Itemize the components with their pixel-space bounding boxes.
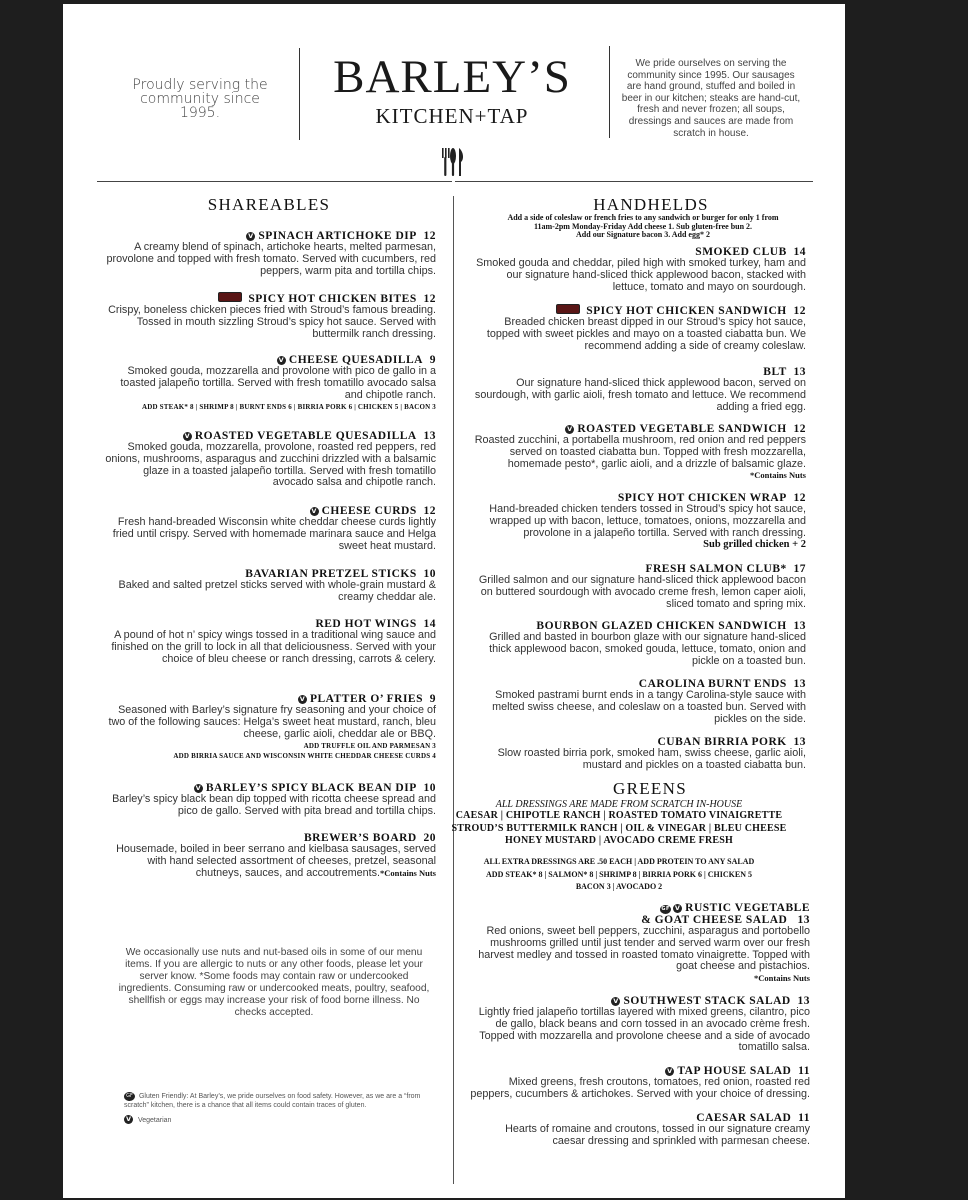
item-price: 13 bbox=[797, 914, 810, 926]
legend-gluten-friendly bbox=[124, 1092, 424, 1110]
menu-item bbox=[470, 678, 806, 725]
item-name: RUSTIC VEGETABLE bbox=[685, 902, 810, 914]
greens-extras bbox=[444, 856, 794, 893]
item-description: A pound of hot n’ spicy wings tossed in a traditional wing sauce and finished on the grill to lock in all that deliciousness. Served with your choice of bleu cheese or ranch dressing, carrots & celery. bbox=[111, 629, 436, 665]
menu-item bbox=[100, 832, 436, 879]
menu-item bbox=[100, 430, 436, 489]
vegetarian-icon: V bbox=[248, 232, 254, 240]
header-divider-right bbox=[609, 46, 610, 138]
item-description: Crispy, boneless chicken pieces fried with Stroud’s famous breading. Tossed in mouth sizzling Stroud’s spicy hot sauce. Served with buttermilk ranch dressing. bbox=[108, 304, 436, 340]
item-description: Hearts of romaine and croutons, tossed in our signature creamy caesar dressing and sprinkled with parmesan cheese. bbox=[505, 1123, 810, 1147]
contains-nuts-note: *Contains Nuts bbox=[750, 470, 806, 481]
item-name: BREWER’S BOARD bbox=[303, 832, 417, 844]
menu-item bbox=[470, 1065, 810, 1101]
menu-item bbox=[100, 618, 436, 665]
item-name: BOURBON GLAZED CHICKEN SANDWICH bbox=[536, 620, 787, 632]
item-description: Seasoned with Barley’s signature fry seasoning and your choice of two of the following sauces: Helga’s sweet heat mustard, ranch, bleu cheese, garlic aioli, cheddar ale or BBQ. bbox=[108, 704, 436, 740]
legend-v-text: Vegetarian bbox=[137, 1117, 172, 1124]
dressing-list: STROUD’S BUTTERMILK RANCH | OIL & VINEGAR | BLEU CHEESE bbox=[451, 822, 787, 834]
item-name: RED HOT WINGS bbox=[315, 618, 417, 630]
item-name: SPICY HOT CHICKEN BITES bbox=[248, 293, 417, 305]
item-price: 13 bbox=[793, 620, 806, 632]
menu-item bbox=[100, 568, 436, 604]
item-description: Smoked gouda, mozzarella, provolone, roasted red peppers, red onions, mushrooms, asparagus and zucchini drizzled with a balsamic glaze in a toasted jalapeño tortilla. Served with fresh tomatillo avocado salsa and chipotle ranch. bbox=[105, 441, 436, 489]
item-price: 10 bbox=[423, 568, 436, 580]
logo-name: BARLEY’S bbox=[333, 51, 571, 103]
item-price: 9 bbox=[429, 354, 436, 366]
item-price: 12 bbox=[793, 423, 806, 435]
item-price: 14 bbox=[793, 246, 806, 258]
item-name: BARLEY’S SPICY BLACK BEAN DIP bbox=[205, 782, 417, 794]
vegetarian-icon: V bbox=[311, 507, 317, 515]
dressing-list: HONEY MUSTARD | AVOCADO CREME FRESH bbox=[504, 835, 733, 846]
item-description: Our signature hand-sliced thick applewood bacon, served on sourdough, with garlic aioli, fresh tomato and lettuce. We recommend adding a fried egg. bbox=[474, 377, 806, 413]
item-description: Mixed greens, fresh croutons, tomatoes, red onion, roasted red peppers, cucumbers & artichokes. Served with your choice of dressing. bbox=[470, 1076, 810, 1100]
vegetarian-icon: V bbox=[278, 356, 285, 364]
item-description: Fresh hand-breaded Wisconsin white cheddar cheese curds lightly fried until crispy. Served with homemade marinara sauce and Helga sweet heat mustard. bbox=[112, 516, 436, 552]
greens-subtitle: ALL DRESSINGS ARE MADE FROM SCRATCH IN-HOUSE bbox=[495, 799, 743, 810]
item-name: BLT bbox=[763, 366, 787, 378]
item-description: Smoked gouda, mozzarella and provolone with pico de gallo in a toasted jalapeño tortilla. Served with fresh tomatillo avocado salsa and chipotle ranch. bbox=[120, 365, 436, 401]
legend-gf-text: Gluten Friendly: At Barley’s, we pride ourselves on food safety. However, as we are a “from scratch” kitchen, there is a chance that all items could contain traces of gluten. bbox=[124, 1093, 421, 1109]
header-divider-left bbox=[299, 48, 300, 140]
item-name: SMOKED CLUB bbox=[695, 246, 787, 258]
item-addons: ADD BIRRIA SAUCE AND WISCONSIN WHITE CHEDDAR CHEESE CURDS 4 bbox=[173, 752, 436, 761]
vegetarian-icon: V bbox=[674, 904, 681, 912]
item-name: CAESAR SALAD bbox=[696, 1112, 792, 1124]
item-price: 12 bbox=[423, 230, 436, 242]
item-name: CHEESE QUESADILLA bbox=[288, 354, 423, 366]
item-price: 13 bbox=[793, 366, 806, 378]
item-name: SOUTHWEST STACK SALAD bbox=[623, 995, 791, 1007]
menu-item bbox=[470, 736, 806, 772]
strouds-logo-icon bbox=[556, 304, 580, 314]
dressing-list: CAESAR | CHIPOTLE RANCH | ROASTED TOMATO VINAIGRETTE bbox=[455, 810, 783, 821]
menu-item bbox=[470, 620, 806, 667]
item-name: FRESH SALMON CLUB* bbox=[645, 563, 787, 575]
center-divider bbox=[453, 196, 454, 1184]
item-description: Smoked gouda and cheddar, piled high with smoked turkey, ham and our signature hand-sliced thick applewood bacon, stacked with lettuce, tomato and mayo on sourdough. bbox=[476, 257, 806, 293]
item-name: CUBAN BIRRIA PORK bbox=[657, 736, 787, 748]
menu-item bbox=[100, 354, 436, 411]
handhelds-intro bbox=[493, 214, 793, 240]
menu-item bbox=[100, 230, 436, 277]
item-price: 13 bbox=[423, 430, 436, 442]
item-price: 13 bbox=[793, 736, 806, 748]
item-description: Roasted zucchini, a portabella mushroom, red onion and red peppers served on toasted ciabatta bun. Topped with fresh mozzarella, homemade pesto*, garlic aioli, and a drizzle of balsamic glaze. bbox=[474, 434, 806, 470]
menu-item bbox=[100, 782, 436, 818]
extras-line: ADD STEAK* 8 | SALMON* 8 | SHRIMP 8 | BIRRIA PORK 6 | CHICKEN 5 bbox=[486, 869, 752, 879]
menu-item bbox=[470, 366, 806, 413]
item-description: Breaded chicken breast dipped in our Stroud’s spicy hot sauce, topped with sweet pickles and mayo on a toasted ciabatta bun. We recommend adding a side of creamy coleslaw. bbox=[486, 316, 806, 352]
extras-line: BACON 3 | AVOCADO 2 bbox=[575, 881, 663, 891]
item-price: 12 bbox=[793, 305, 806, 317]
vegetarian-icon: V bbox=[667, 1067, 673, 1075]
item-price: 13 bbox=[793, 678, 806, 690]
item-name: SPINACH ARTICHOKE DIP bbox=[258, 230, 417, 242]
greens-dressings bbox=[444, 799, 794, 893]
menu-item bbox=[470, 492, 806, 550]
item-price: 9 bbox=[429, 693, 436, 705]
menu-item bbox=[470, 995, 810, 1054]
item-description: Housemade, boiled in beer serrano and kielbasa sausages, served with hand selected assortment of cheeses, pretzel, seasonal chutneys, sauces, and accoutrements. bbox=[116, 843, 436, 879]
item-description: Grilled salmon and our signature hand-sliced thick applewood bacon on buttered sourdough with avocado creme fresh, lemon caper aioli, sliced tomato and spring mix. bbox=[478, 574, 806, 610]
item-price: 10 bbox=[423, 782, 436, 794]
item-addons: ADD STEAK* 8 | SHRIMP 8 | BURNT ENDS 6 | BIRRIA PORK 6 | CHICKEN 5 | BACON 3 bbox=[141, 403, 436, 412]
strouds-logo-icon bbox=[218, 292, 242, 302]
item-description: Smoked pastrami burnt ends in a tangy Carolina-style sauce with melted swiss cheese, and coleslaw on a toasted bun. Served with pickles on the side. bbox=[492, 689, 806, 725]
item-name: SPICY HOT CHICKEN WRAP bbox=[617, 492, 787, 504]
item-price: 14 bbox=[423, 618, 436, 630]
vegetarian-icon: V bbox=[184, 432, 191, 440]
item-name: PLATTER O’ FRIES bbox=[309, 693, 423, 705]
menu-item bbox=[470, 1112, 810, 1148]
item-name: & GOAT CHEESE SALAD bbox=[641, 914, 788, 926]
item-description: Hand-breaded chicken tenders tossed in Stroud’s spicy hot sauce, wrapped up with bacon, lettuce, tomatoes, onions, mozzarella and provolone in a jalapeño tortilla. Served with ranch dressing. bbox=[489, 503, 806, 539]
header-rule-right bbox=[455, 181, 813, 182]
allergy-notice: We occasionally use nuts and nut-based oils in some of our menu items. If you are allergic to nuts or any other foods, please let your server know. *Some foods may contain raw or undercooked ingredients. Consuming raw or undercooked meats, poultry, seafood, shellfish or eggs may increase your risk of food borne illness. No checks accepted. bbox=[118, 947, 430, 1018]
vegetarian-icon: V bbox=[299, 695, 306, 703]
tagline-right: We pride ourselves on serving the community since 1995. Our sausages are hand ground, stuffed and boiled in beer in our kitchen; steaks are hand-cut, fresh and never frozen; all soups, dressings and sauces are made from scratch in house. bbox=[621, 58, 801, 139]
item-addons: ADD TRUFFLE OIL AND PARMESAN 3 bbox=[303, 742, 436, 751]
contains-nuts-note: *Contains Nuts bbox=[754, 973, 810, 984]
menu-item bbox=[470, 304, 806, 352]
item-description: Red onions, sweet bell peppers, zucchini, asparagus and portobello mushrooms grilled until just tender and served warm over our fresh harvest medley and tossed in roasted tomato vinaigrette. Topped with goat cheese and pistachios. bbox=[478, 925, 810, 973]
tagline-line-1: Proudly serving the bbox=[132, 77, 268, 93]
item-name: ROASTED VEGETABLE QUESADILLA bbox=[194, 430, 417, 442]
menu-item bbox=[470, 423, 806, 482]
item-price: 12 bbox=[423, 293, 436, 305]
item-description: Barley’s spicy black bean dip topped with ricotta cheese spread and pico de gallo. Served with pita bread and tortilla chips. bbox=[112, 793, 436, 817]
item-price: 17 bbox=[793, 563, 806, 575]
menu-item bbox=[470, 902, 810, 983]
gluten-friendly-icon: GF bbox=[661, 906, 670, 912]
item-price: 13 bbox=[797, 995, 810, 1007]
gluten-friendly-icon: GF bbox=[124, 1092, 135, 1101]
item-description: Baked and salted pretzel sticks served with whole-grain mustard & creamy cheddar ale. bbox=[118, 579, 436, 603]
item-description: Grilled and basted in bourbon glaze with our signature hand-sliced thick applewood bacon, smoked gouda, lettuce, tomato, onion and pickle on a toasted bun. bbox=[489, 631, 806, 667]
item-name: ROASTED VEGETABLE SANDWICH bbox=[577, 423, 787, 435]
menu-item bbox=[470, 563, 806, 610]
vegetarian-icon: V bbox=[613, 997, 619, 1005]
menu-item bbox=[100, 693, 436, 760]
item-description: Slow roasted birria pork, smoked ham, swiss cheese, garlic aioli, mustard and pickles on a toasted ciabatta bun. bbox=[497, 747, 806, 771]
item-name: CAROLINA BURNT ENDS bbox=[638, 678, 787, 690]
item-price: 11 bbox=[798, 1112, 810, 1124]
vegetarian-icon: V bbox=[195, 784, 202, 792]
vegetarian-icon: V bbox=[567, 425, 573, 433]
contains-nuts-note: *Contains Nuts bbox=[380, 867, 436, 878]
header-rule-left bbox=[97, 181, 452, 182]
section-title-shareables: SHAREABLES bbox=[207, 195, 331, 214]
menu-item bbox=[100, 292, 436, 340]
item-price: 20 bbox=[423, 832, 436, 844]
item-name: TAP HOUSE SALAD bbox=[677, 1065, 792, 1077]
tagline-line-2: community since 1995. bbox=[140, 91, 260, 121]
menu-item bbox=[100, 505, 436, 552]
item-name: SPICY HOT CHICKEN SANDWICH bbox=[586, 305, 787, 317]
item-name: CHEESE CURDS bbox=[321, 505, 417, 517]
item-price: 12 bbox=[423, 505, 436, 517]
item-substitution: Sub grilled chicken + 2 bbox=[703, 539, 806, 551]
logo-subtitle: KITCHEN+TAP bbox=[375, 104, 529, 128]
legend-vegetarian bbox=[124, 1115, 424, 1126]
extras-line: ALL EXTRA DRESSINGS ARE .50 EACH | ADD PROTEIN TO ANY SALAD bbox=[483, 856, 755, 866]
section-title-greens: GREENS bbox=[613, 779, 687, 798]
menu-item bbox=[470, 246, 806, 293]
item-name: BAVARIAN PRETZEL STICKS bbox=[245, 568, 417, 580]
item-description: A creamy blend of spinach, artichoke hearts, melted parmesan, provolone and topped with fresh tomato. Served with cucumbers, red peppers, warm pita and tortilla chips. bbox=[106, 241, 436, 277]
intro-line: Add our Signature bacon 3. Add egg* 2 bbox=[576, 230, 710, 240]
intro-line: 11am-2pm Monday-Friday Add cheese 1. Sub gluten-free bun 2. bbox=[533, 221, 753, 231]
tagline-left bbox=[125, 78, 275, 120]
item-price: 11 bbox=[798, 1065, 810, 1077]
utensils-icon bbox=[440, 146, 466, 178]
item-price: 12 bbox=[793, 492, 806, 504]
vegetarian-icon: V bbox=[125, 1115, 132, 1123]
item-description: Lightly fried jalapeño tortillas layered with mixed greens, cilantro, pico de gallo, black beans and corn tossed in an avocado crème fresh. Topped with mozzarella and provolone cheese and a side of avocado tomatillo salsa. bbox=[478, 1006, 810, 1054]
intro-line: Add a side of coleslaw or french fries to any sandwich or burger for only 1 from bbox=[507, 213, 779, 222]
section-title-handhelds: HANDHELDS bbox=[593, 195, 709, 214]
